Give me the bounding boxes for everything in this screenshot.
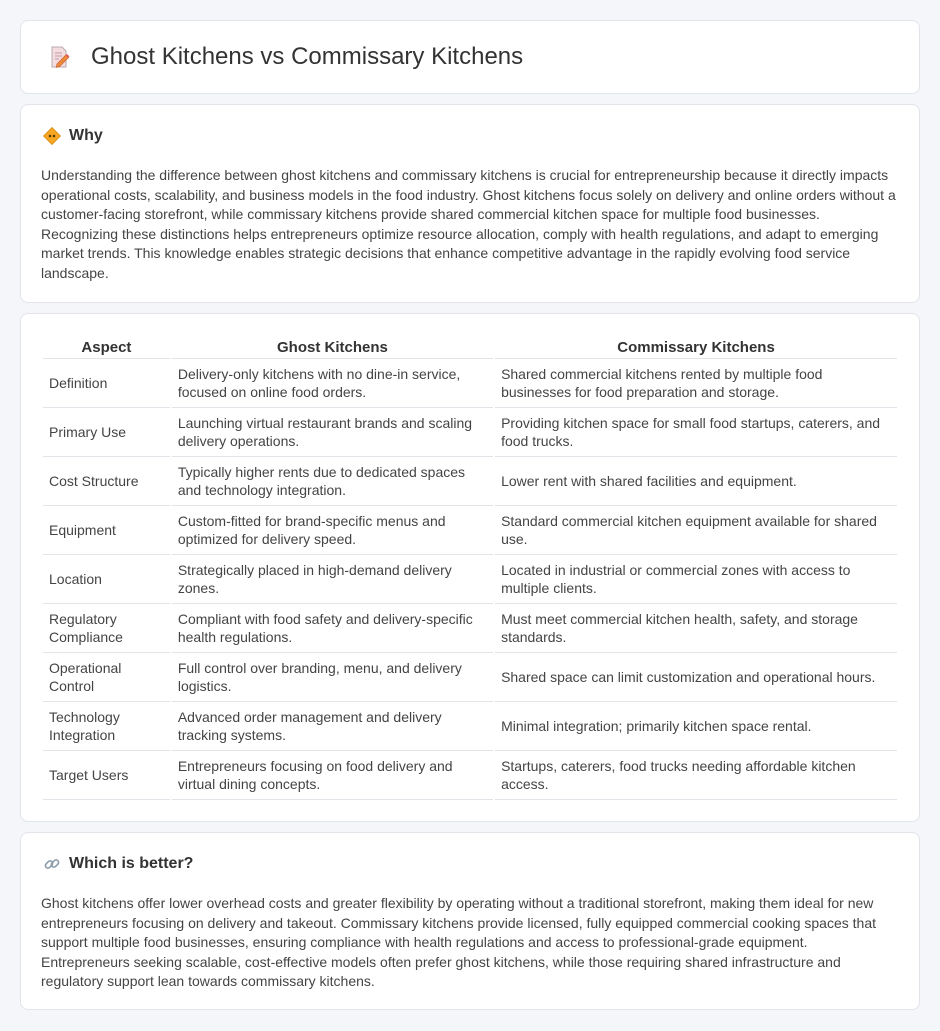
table-row [43, 359, 897, 408]
why-heading [43, 127, 103, 145]
ghost-cell: Compliant with food safety and delivery-specific health regulations. [172, 604, 493, 653]
commissary-cell: Lower rent with shared facilities and equipment. [495, 457, 897, 506]
aspect-cell: Definition [43, 359, 170, 408]
aspect-cell: Equipment [43, 506, 170, 555]
table-row [43, 751, 897, 800]
commissary-cell: Minimal integration; primarily kitchen space rental. [495, 702, 897, 751]
diamond-sign-icon [43, 127, 61, 145]
ghost-cell: Delivery-only kitchens with no dine-in service, focused on online food orders. [172, 359, 493, 408]
commissary-cell: Shared space can limit customization and operational hours. [495, 653, 897, 702]
aspect-cell: Operational Control [43, 653, 170, 702]
comparison-card [20, 313, 920, 822]
aspect-cell: Regulatory Compliance [43, 604, 170, 653]
ghost-cell: Custom-fitted for brand-specific menus and optimized for delivery speed. [172, 506, 493, 555]
aspect-cell: Location [43, 555, 170, 604]
why-title: Why [69, 127, 103, 144]
commissary-cell: Must meet commercial kitchen health, safety, and storage standards. [495, 604, 897, 653]
better-title: Which is better? [69, 855, 194, 872]
table-row [43, 506, 897, 555]
header-card [20, 20, 920, 94]
header-aspect: Aspect [43, 337, 170, 359]
aspect-cell: Target Users [43, 751, 170, 800]
document-pencil-icon [47, 45, 71, 69]
table-row [43, 653, 897, 702]
aspect-cell: Primary Use [43, 408, 170, 457]
which-better-card [20, 832, 920, 1010]
ghost-cell: Launching virtual restaurant brands and scaling delivery operations. [172, 408, 493, 457]
better-text: Ghost kitchens offer lower overhead costs and greater flexibility by operating without a traditional storefront, making them ideal for new entrepreneurs focusing on delivery and takeout. Commissary kitchens provide licensed, fully equipped commercial cooking spaces that support multiple food businesses, ensuring compliance with health regulations and access to professional-grade equipment. Entrepreneurs seeking scalable, cost-effective models often prefer ghost kitchens, while those requiring shared infrastructure and regulatory support lean towards commissary kitchens. [41, 895, 876, 990]
header-row [21, 21, 919, 93]
aspect-cell: Technology Integration [43, 702, 170, 751]
table-header-row [43, 337, 897, 359]
ghost-cell: Entrepreneurs focusing on food delivery and virtual dining concepts. [172, 751, 493, 800]
commissary-cell: Standard commercial kitchen equipment available for shared use. [495, 506, 897, 555]
aspect-cell: Cost Structure [43, 457, 170, 506]
table-row [43, 555, 897, 604]
table-row [43, 457, 897, 506]
table-row [43, 604, 897, 653]
comparison-table [41, 337, 899, 800]
ghost-cell: Full control over branding, menu, and delivery logistics. [172, 653, 493, 702]
table-row [43, 702, 897, 751]
why-text: Understanding the difference between ghost kitchens and commissary kitchens is crucial for entrepreneurship because it directly impacts operational costs, scalability, and business models in the food industry. Ghost kitchens focus solely on delivery and online orders without a customer-facing storefront, while commissary kitchens provide shared commercial kitchen space for multiple food businesses. Recognizing these distinctions helps entrepreneurs optimize resource allocation, comply with health regulations, and adapt to emerging market trends. This knowledge enables strategic decisions that enhance competitive advantage in the rapidly evolving food service landscape. [41, 167, 896, 281]
page-title: Ghost Kitchens vs Commissary Kitchens [91, 43, 524, 70]
commissary-cell: Shared commercial kitchens rented by multiple food businesses for food preparation and storage. [495, 359, 897, 408]
commissary-cell: Located in industrial or commercial zones with access to multiple clients. [495, 555, 897, 604]
ghost-cell: Typically higher rents due to dedicated spaces and technology integration. [172, 457, 493, 506]
header-commissary-kitchens: Commissary Kitchens [495, 337, 897, 359]
commissary-cell: Providing kitchen space for small food startups, caterers, and food trucks. [495, 408, 897, 457]
better-heading [43, 855, 193, 873]
ghost-cell: Advanced order management and delivery tracking systems. [172, 702, 493, 751]
commissary-cell: Startups, caterers, food trucks needing affordable kitchen access. [495, 751, 897, 800]
why-card [20, 104, 920, 303]
header-ghost-kitchens: Ghost Kitchens [172, 337, 493, 359]
link-icon [43, 855, 61, 873]
ghost-cell: Strategically placed in high-demand delivery zones. [172, 555, 493, 604]
table-row [43, 408, 897, 457]
